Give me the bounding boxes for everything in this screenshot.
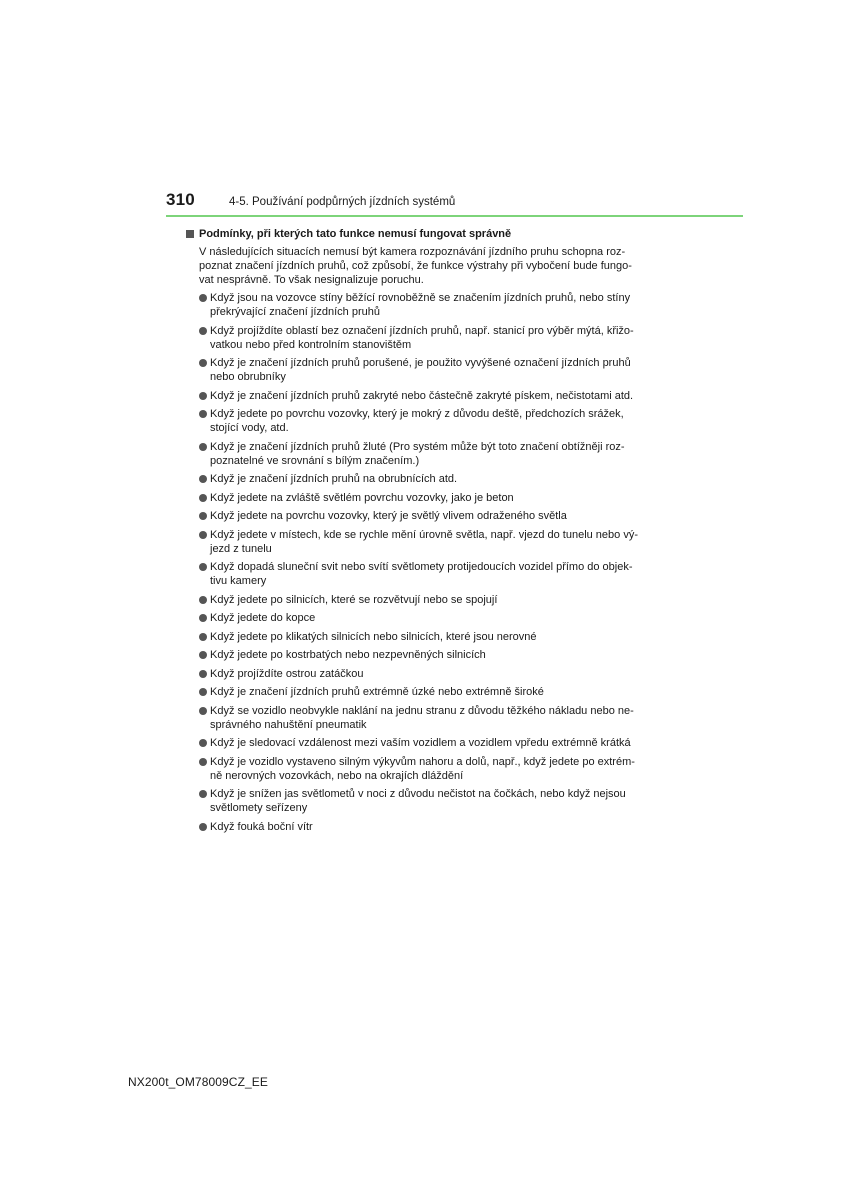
list-item-line: Když jedete v místech, kde se rychle mění úrovně světla, např. vjezd do tunelu nebo vý- [210, 528, 639, 541]
intro-line: vat nesprávně. To však nesignalizuje poruchu. [199, 274, 424, 286]
list-item-line: Když je značení jízdních pruhů na obrubnících atd. [210, 473, 458, 485]
list-item [186, 704, 664, 732]
list-item [186, 509, 664, 523]
list-item [186, 755, 664, 783]
list-item-line: Když se vozidlo neobvykle naklání na jednu stranu z důvodu těžkého nákladu nebo ne- [210, 704, 634, 717]
round-bullet-icon [199, 359, 207, 367]
intro-line: V následujících situacích nemusí být kamera rozpoznávání jízdního pruhu schopna roz- [199, 246, 626, 258]
list-item-line: ně nerovných vozovkách, nebo na okrajích dláždění [210, 769, 464, 782]
round-bullet-icon [199, 294, 207, 302]
page-number: 310 [166, 190, 195, 209]
round-bullet-icon [199, 790, 207, 798]
list-item [186, 324, 664, 352]
round-bullet-icon [199, 596, 207, 604]
header-divider [166, 215, 743, 217]
list-item-line: Když projíždíte oblastí bez označení jízdních pruhů, např. stanicí pro výběr mýtá, křižo- [210, 324, 634, 337]
intro-line: poznat značení jízdních pruhů, což způsobí, že funkce výstrahy při vybočení bude fungo- [199, 260, 632, 272]
list-item [186, 630, 664, 644]
round-bullet-icon [199, 327, 207, 335]
list-item-line: jezd z tunelu [210, 542, 272, 555]
round-bullet-icon [199, 633, 207, 641]
list-item [186, 407, 664, 435]
list-item-line: Když jedete po kostrbatých nebo nezpevněných silnicích [210, 649, 486, 661]
round-bullet-icon [199, 688, 207, 696]
list-item [186, 560, 664, 588]
main-content [186, 227, 664, 838]
list-item-line: Když je značení jízdních pruhů zakryté nebo částečně zakryté pískem, nečistotami atd. [210, 389, 634, 402]
round-bullet-icon [199, 614, 207, 622]
list-item [186, 440, 664, 468]
list-item-line: Když jsou na vozovce stíny běžící rovnoběžně se značením jízdních pruhů, nebo stíny [210, 292, 631, 304]
round-bullet-icon [199, 651, 207, 659]
section-title: 4-5. Používání podpůrných jízdních systémů [229, 196, 456, 208]
list-item-line: Když projíždíte ostrou zatáčkou [210, 667, 364, 680]
list-item [186, 667, 664, 681]
list-item-line: Když jedete po silnicích, které se rozvětvují nebo se spojují [210, 593, 498, 606]
round-bullet-icon [199, 739, 207, 747]
list-item-line: Když je značení jízdních pruhů žluté (Pro systém může být toto značení obtížněji roz- [210, 440, 625, 453]
round-bullet-icon [199, 392, 207, 400]
manual-code: NX200t_OM78009CZ_EE [128, 1075, 268, 1089]
list-item [186, 736, 664, 750]
round-bullet-icon [199, 494, 207, 502]
list-item-line: Když dopadá sluneční svit nebo svítí světlomety protijedoucích vozidel přímo do objek- [210, 561, 633, 573]
list-item [186, 820, 664, 834]
round-bullet-icon [199, 531, 207, 539]
list-item-line: poznatelné ve srovnání s bílým značením.) [210, 454, 420, 467]
list-item-line: světlomety seřízeny [210, 802, 308, 814]
round-bullet-icon [199, 563, 207, 571]
list-item-line: Když je sledovací vzdálenost mezi vaším vozidlem a vozidlem vpředu extrémně krátká [210, 737, 631, 749]
list-item-line: nebo obrubníky [210, 371, 286, 383]
round-bullet-icon [199, 512, 207, 520]
list-item-line: Když jedete po klikatých silnicích nebo silnicích, které jsou nerovné [210, 630, 537, 643]
list-item [186, 685, 664, 699]
intro-paragraph [199, 245, 664, 287]
list-item-line: překrývající značení jízdních pruhů [210, 306, 380, 318]
list-item-line: tivu kamery [210, 575, 267, 587]
conditions-list [186, 291, 664, 834]
round-bullet-icon [199, 410, 207, 418]
round-bullet-icon [199, 475, 207, 483]
list-item-line: Když jedete po povrchu vozovky, který je mokrý z důvodu deště, předchozích srážek, [210, 408, 624, 420]
round-bullet-icon [199, 707, 207, 715]
round-bullet-icon [199, 758, 207, 766]
square-bullet-icon [186, 230, 194, 238]
list-item-line: vatkou nebo před kontrolním stanovištěm [210, 338, 412, 351]
list-item [186, 491, 664, 505]
list-item [186, 648, 664, 662]
list-item-line: správného nahuštění pneumatik [210, 718, 367, 731]
list-item-line: Když je značení jízdních pruhů porušené, je použito vyvýšené označení jízdních pruhů [210, 357, 631, 369]
subheading [186, 227, 664, 241]
subheading-text: Podmínky, při kterých tato funkce nemusí fungovat správně [199, 228, 512, 240]
list-item [186, 528, 664, 556]
list-item [186, 593, 664, 607]
list-item [186, 291, 664, 319]
list-item-line: Když je snížen jas světlometů v noci z důvodu nečistot na čočkách, nebo když nejsou [210, 788, 626, 800]
list-item [186, 389, 664, 403]
list-item [186, 472, 664, 486]
round-bullet-icon [199, 443, 207, 451]
round-bullet-icon [199, 823, 207, 831]
list-item-line: Když je značení jízdních pruhů extrémně úzké nebo extrémně široké [210, 686, 544, 698]
list-item-line: Když jedete do kopce [210, 612, 316, 624]
list-item [186, 787, 664, 815]
list-item-line: stojící vody, atd. [210, 422, 289, 434]
list-item [186, 611, 664, 625]
list-item-line: Když jedete na zvláště světlém povrchu vozovky, jako je beton [210, 491, 514, 504]
list-item-line: Když jedete na povrchu vozovky, který je světlý vlivem odraženého světla [210, 510, 567, 522]
round-bullet-icon [199, 670, 207, 678]
list-item [186, 356, 664, 384]
list-item-line: Když fouká boční vítr [210, 820, 313, 833]
list-item-line: Když je vozidlo vystaveno silným výkyvům nahoru a dolů, např., když jedete po extrém- [210, 755, 635, 768]
